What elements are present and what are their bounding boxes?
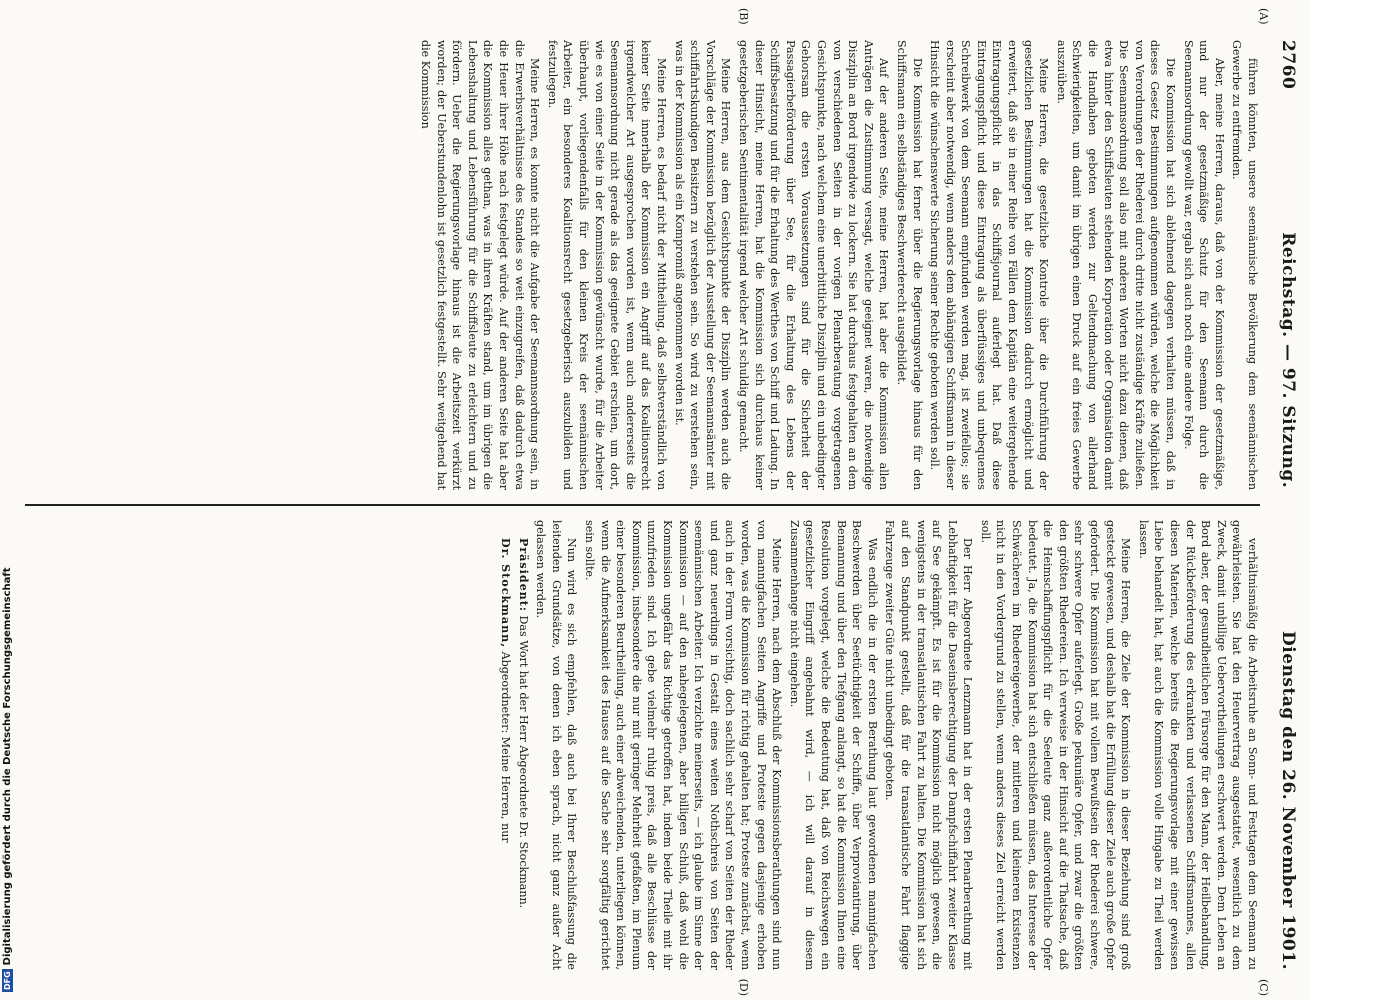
paragraph: Meine Herren, die gesetzliche Kontrole über die Durchführung der gesetzlichen Bestimmungen hat die Kommission dadurch ermöglicht und erweitert, daß sie in einer Reihe von Fällen dem Kapitän eine weitergehende Eintragungspflicht in das Schiffsjournal auferlegt hat. Daß diese Eintragungspflicht und diese Eintragung als überflüssiges und unbequemes Schreibwerk von dem Seemann empfunden werden mag, ist zweifellos; sie erscheint aber notwendig, wenn anders dem abhängigen Schiffsmann in dieser Hinsicht die wünschenswerte Sicherung seiner Rechte geboten werden soll. bbox=[928, 40, 1051, 490]
paragraph: Die Kommission hat sich ablehnend dagegen verhalten müssen, daß in dieses Gesetz Bestimmungen aufgenommen würden, welche die Möglichkeit von Verordnungen der Rhederei durch dritte nicht zuständige Kräfte zuließen. Die Seemannsordnung soll also mit anderen Worten nicht dazu dienen, daß etwa hinter den Schiffsleuten stehenden Korporation oder Organisation damit die Handhaben geboten werden zur Geltendmachung von allerhand Schwierigkeiten, um damit im übrigen einen Druck auf ein freies Gewerbe auszuüben. bbox=[1054, 40, 1178, 490]
speaker-paragraph bbox=[498, 520, 514, 970]
paragraph: Meine Herren, nach dem Abschluß der Kommissionsberathungen sind nun von mannigfachen Seiten Angriffe und Proteste gegen dasjenige erhoben worden, was die Kommission für richtig gehalten hat; Proteste zunächst, wenn auch in der Form vorsichtig, doch sachlich sehr scharf von Seiten der Rheder und ganz neuerdings in Gestalt eines weiten Nothschreis von Seiten der seemännischen Arbeiter. Ich verzichte meinerseits, — ich glaube im Sinne der Kommission — auf den nahegelegenen, aber billigen Schluß, daß wohl die Kommission ungefähr das Richtige getroffen hat, indem beide Theile mit ihr unzufrieden sind. Ich gebe vielmehr ruhig preis, daß alle Beschlüsse der Kommission, insbesondere die nur mit geringer Mehrheit gefaßten, im Plenum einer besonderen Beurtheilung, auch einer abweichenden, unterliegen können, wenn die Aufmerksamkeit des Hauses auf die Sache sehr sorgfältig gerichtet sein sollte. bbox=[583, 520, 784, 970]
paragraph: Aber, meine Herren, daraus, daß von der Kommission der gesetzmäßige, und nur der gesetzmäßige Schutz für den Seemann durch die Seemannsordnung gewollt war, ergab sich auch noch eine andere Folge. bbox=[1181, 40, 1226, 490]
page-header bbox=[1274, 40, 1298, 970]
column-divider bbox=[25, 504, 1260, 506]
paragraph: Meine Herren, aus dem Gesichtspunkte der Disziplin werden auch die Vorschläge der Kommission bezüglich der Ausstellung der Seemannsämter mit schiffahrtskundigen Beisitzern zu verstehen sein. So wird zu verstehen sein, was in der Kommission als ein Kompromiß angenommen worden ist. bbox=[672, 40, 733, 490]
paragraph: führen könnten, unsere seemännische Bevölkerung dem seemännischen Gewerbe zu entfremden. bbox=[1230, 40, 1259, 490]
speaker-paragraph bbox=[515, 520, 531, 970]
paragraph: Der Herr Abgeordnete Lenzmann hat in der ersten Plenarberathung mit Lebhaftigkeit für die Daseinsberechtigung der Dampfschiffahrt zweiter Klasse auf See gekämpft. Es ist für die Kommission nicht möglich gewesen, die wenigstens in der transatlantischen Fahrt zu halten. Die Kommission hat sich auf den Standpunkt gestellt, daß für die transatlantische Fahrt flaggige Fahrzeuge zweiter Güte nicht unbedingt geboten. bbox=[883, 520, 975, 970]
left-column bbox=[25, 40, 1260, 490]
digitization-credit bbox=[0, 0, 14, 1000]
paragraph: Auf der anderen Seite, meine Herren, hat aber die Kommission allen Anträgen die Zustimmung versagt, welche geeignet waren, die notwendige Disziplin an Bord irgendwie zu lockern. Sie hat durchaus festgehalten an dem von verschiedenen Seiten in der vorigen Plenarberatung vorgetragenen Gesichtspunkte, nach welchem eine unerbittliche Disziplin und ein unbedingter Gehorsam die ersten Voraussetzungen sind für die Sicherheit der Passagierbeförderung über See, für die Erhaltung des Lebens der Schiffsbesatzung und für die Erhaltung des Werthes von Schiff und Ladung. In dieser Hinsicht, meine Herren, hat die Kommission sich durchaus keiner gesetzgeberischen Sentimentalität irgend welcher Art schuldig gemacht. bbox=[737, 40, 891, 490]
speaker-text: Abgeordneter: Meine Herren, nur bbox=[499, 651, 513, 843]
speaker-name: Präsident: bbox=[516, 538, 530, 612]
text-columns bbox=[25, 40, 1260, 970]
speaker-name: Dr. Stockmann, bbox=[499, 538, 513, 649]
marker-b: (B) bbox=[737, 8, 750, 25]
paragraph: Was endlich die in der ersten Berathung laut gewordenen mannigfachen Beschwerden über Seetüchtigkeit der Schiffe, über Verproviantirung, über Bemannung und über den Tiefgang anlangt, so hat die Kommission Ihnen eine Resolution vorgelegt, welche die Bedeutung hat, daß von Reichswegen ein gesetzlicher Eingriff angebahnt wird, — ich will darauf in diesem Zusammenhange nicht eingehen. bbox=[787, 520, 879, 970]
credit-text: Digitalisierung gefördert durch die Deutsche Forschungsgemeinschaft bbox=[1, 567, 13, 966]
dfg-logo: DFG bbox=[2, 971, 12, 990]
page-number: 2760 bbox=[1278, 40, 1298, 90]
right-column bbox=[25, 520, 1260, 970]
paragraph: Meine Herren, es konnte nicht die Aufgabe der Seemannsordnung sein, in die Erwerbsverhältnisse des Standes so weit einzugreifen, daß dadurch etwa die Heuer ihrer Höhe nach festgelegt würde. Auf der anderen Seite hat aber die Kommission alles gethan, was in ihren Kräften stand, um im übrigen die Lebenshaltung und Lebensführung für die Schiffsleute zu erleichtern und zu fördern. Ueber die Regierungsvorlage hinaus ist die Arbeitszeit verkürzt worden; der Ueberstundenlohn ist gesetzlich festgestellt. Sehr weitgehend hat die Kommission bbox=[419, 40, 542, 490]
paragraph: Nun wird es sich empfehlen, daß auch bei Ihrer Beschlußfassung die leitenden Grundsätze, von denen ich eben sprach, nicht ganz außer Acht gelassen werden. bbox=[534, 520, 579, 970]
marker-a: (A) bbox=[1257, 8, 1270, 25]
paragraph: Meine Herren, es bedarf nicht der Mittheilung, daß selbstverständlich von keiner Seite innerhalb der Kommission ein Angriff auf das Koalitionsrecht irgendwelcher Art ausgesprochen worden ist, wenn auch andererseits die Seemannsordnung nicht gerade als das geeignete Gebiet erschien, um dort, wie es von einer Seite in der Kommission gewünscht wurde, für die Arbeiter überhaupt, vorliegendenfalls für den kleinen Kreis der seemännischen Arbeiter, ein besonderes Koalitionsrecht gesetzgeberisch auszubilden und festzulegen. bbox=[545, 40, 669, 490]
paragraph: Die Kommission hat ferner über die Regierungsvorlage hinaus für den Schiffsmann ein selbständiges Beschwerderecht ausgebildet. bbox=[894, 40, 924, 490]
paragraph: Meine Herren, die Ziele der Kommission in dieser Beziehung sind groß gesteckt gewesen, und deshalb hat die Erfüllung dieser Ziele auch große Opfer gefordert. Die Kommission hat mit vollem Bewußtsein der Rhederei schwere, sehr schwere Opfer auferlegt. Große pekuniäre Opfer, und zwar die größten den größten Rhedereien. Ich verweise in der Hinsicht auf die Thatsache, daß die Heimschaffungspflicht für die Seeleute ganz außerordentliche Opfer bedeutet. Ja, die Kommission hat sich entschließen müssen, das Interesse der Schwächeren im Rhedereigewerbe, der mittleren und kleineren Existenzen nicht in den Vordergrund zu stellen, wenn anders dieses Ziel erreicht werden soll. bbox=[978, 520, 1133, 970]
page-title: Reichstag. — 97. Sitzung. bbox=[1278, 232, 1298, 489]
marker-c: (C) bbox=[1257, 979, 1270, 996]
marker-d: (D) bbox=[737, 978, 750, 996]
speaker-text: Das Wort hat der Herr Abgeordnete Dr. Stockmann. bbox=[516, 615, 530, 909]
page-date: Dienstag den 26. November 1901. bbox=[1278, 631, 1298, 970]
paragraph: verhältnismäßig die Arbeitsruhe an Sonn- und Festtagen dem Seemann zu gewährleisten. Sie hat den Heuervertrag ausgestattet, wesentlich zu dem Zweck, damit unbillige Uebervortheilungen erschwert werden. Dem Leben an Bord aber, der gesundheitlichen Fürsorge für den Mann, der Heilbehandlung, der Rückbeförderung des erkrankten und verlassenen Schiffsmannes, allen diesen Materien, welche bereits die Regierungsvorlage mit einer gewissen Liebe behandelt hat, hat auch die Kommission volle Hingabe zu Theil werden lassen. bbox=[1136, 520, 1259, 970]
